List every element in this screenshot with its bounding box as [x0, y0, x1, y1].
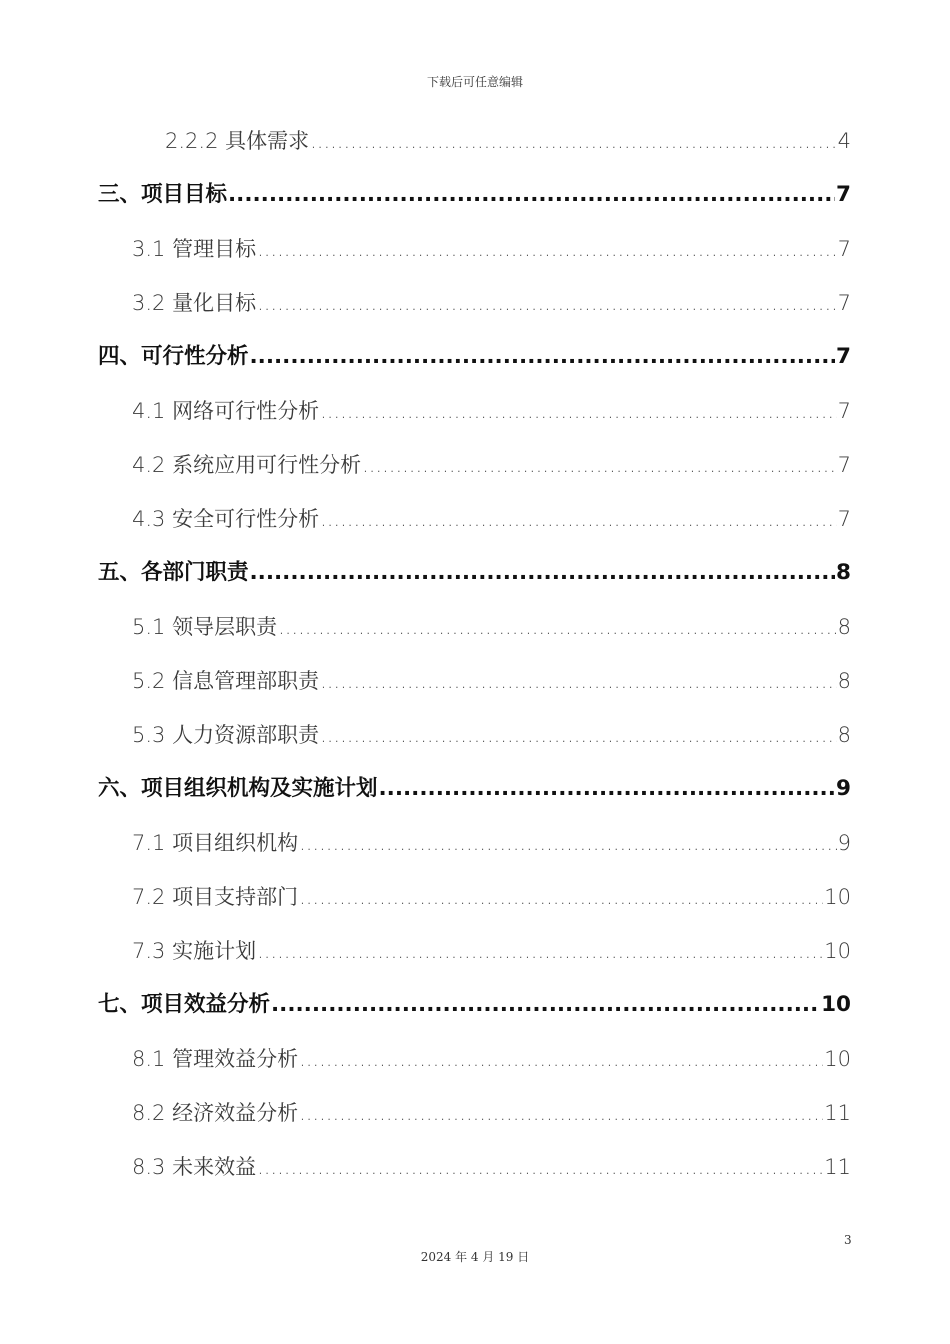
toc-entry-title: 5.2 信息管理部职责	[132, 669, 320, 693]
toc-entry[interactable]	[98, 660, 851, 714]
toc-dot-leader	[250, 552, 836, 594]
toc-entry-page: 7	[837, 291, 851, 315]
toc-entry[interactable]	[98, 336, 851, 390]
toc-entry-title: 7.1 项目组织机构	[132, 831, 299, 855]
toc-dot-leader	[257, 930, 823, 972]
toc-dot-leader	[257, 1146, 823, 1188]
toc-entry[interactable]	[98, 228, 851, 282]
toc-entry-title: 7.3 实施计划	[132, 939, 257, 963]
toc-entry[interactable]	[98, 390, 851, 444]
toc-dot-leader	[310, 120, 837, 162]
toc-entry-title: 3.1 管理目标	[132, 237, 257, 261]
toc-entry[interactable]	[98, 1038, 851, 1092]
toc-dot-leader	[271, 984, 820, 1026]
toc-dot-leader	[320, 390, 837, 432]
toc-entry[interactable]	[98, 444, 851, 498]
page-number: 3	[844, 1233, 852, 1247]
toc-entry-title: 4.1 网络可行性分析	[132, 399, 320, 423]
toc-dot-leader	[228, 174, 835, 216]
toc-entry-title: 8.2 经济效益分析	[132, 1101, 299, 1125]
toc-entry-page: 9	[837, 831, 851, 855]
toc-dot-leader	[362, 444, 837, 486]
toc-entry-page: 10	[824, 1047, 851, 1071]
toc-entry[interactable]	[98, 1146, 851, 1200]
toc-entry-title: 三、项目目标	[98, 182, 228, 207]
toc-entry[interactable]	[98, 498, 851, 552]
toc-entry[interactable]	[98, 768, 851, 822]
toc-entry-title: 3.2 量化目标	[132, 291, 257, 315]
toc-entry-page: 8	[837, 723, 851, 747]
toc-entry-title: 四、可行性分析	[98, 344, 249, 369]
toc-entry[interactable]	[98, 930, 851, 984]
toc-entry[interactable]	[98, 120, 851, 174]
toc-entry-page: 4	[837, 129, 851, 153]
toc-entry-title: 8.1 管理效益分析	[132, 1047, 299, 1071]
toc-dot-leader	[320, 498, 837, 540]
toc-entry[interactable]	[98, 714, 851, 768]
toc-entry-title: 六、项目组织机构及实施计划	[98, 776, 378, 801]
toc-entry-page: 7	[837, 399, 851, 423]
toc-dot-leader	[299, 822, 837, 864]
toc-entry-page: 10	[821, 992, 851, 1017]
toc-dot-leader	[250, 336, 836, 378]
toc-entry[interactable]	[98, 876, 851, 930]
page-header: 下载后可任意编辑	[426, 75, 523, 89]
toc-dot-leader	[299, 876, 823, 918]
toc-entry-page: 10	[824, 939, 851, 963]
toc-entry-page: 8	[837, 615, 851, 639]
toc-entry-title: 5.1 领导层职责	[132, 615, 278, 639]
table-of-contents	[98, 120, 851, 1200]
toc-entry[interactable]	[98, 822, 851, 876]
toc-entry[interactable]	[98, 984, 851, 1038]
toc-entry-title: 7.2 项目支持部门	[132, 885, 299, 909]
toc-dot-leader	[320, 660, 837, 702]
page-footer-date: 2024 年 4 月 19 日	[420, 1250, 530, 1264]
toc-entry-page: 8	[837, 669, 851, 693]
toc-dot-leader	[320, 714, 837, 756]
toc-entry-title: 8.3 未来效益	[132, 1155, 257, 1179]
toc-entry-page: 9	[836, 776, 851, 801]
toc-entry-title: 七、项目效益分析	[98, 992, 271, 1017]
toc-entry-title: 2.2.2 具体需求	[165, 129, 310, 153]
toc-entry-page: 8	[836, 560, 851, 585]
toc-entry[interactable]	[98, 282, 851, 336]
toc-entry-page: 11	[824, 1101, 851, 1125]
toc-entry[interactable]	[98, 552, 851, 606]
toc-entry-page: 7	[836, 182, 851, 207]
toc-entry[interactable]	[98, 174, 851, 228]
toc-entry-title: 5.3 人力资源部职责	[132, 723, 320, 747]
toc-dot-leader	[257, 228, 837, 270]
toc-entry-page: 11	[824, 1155, 851, 1179]
toc-entry-title: 4.2 系统应用可行性分析	[132, 453, 362, 477]
toc-entry-page: 7	[837, 453, 851, 477]
toc-entry-page: 7	[836, 344, 851, 369]
toc-entry-page: 7	[837, 507, 851, 531]
toc-dot-leader	[299, 1092, 823, 1134]
toc-dot-leader	[379, 768, 836, 810]
toc-entry[interactable]	[98, 606, 851, 660]
toc-dot-leader	[278, 606, 837, 648]
toc-dot-leader	[257, 282, 837, 324]
toc-entry-page: 7	[837, 237, 851, 261]
toc-entry-page: 10	[824, 885, 851, 909]
toc-dot-leader	[299, 1038, 823, 1080]
toc-entry-title: 4.3 安全可行性分析	[132, 507, 320, 531]
toc-entry[interactable]	[98, 1092, 851, 1146]
toc-entry-title: 五、各部门职责	[98, 560, 249, 585]
